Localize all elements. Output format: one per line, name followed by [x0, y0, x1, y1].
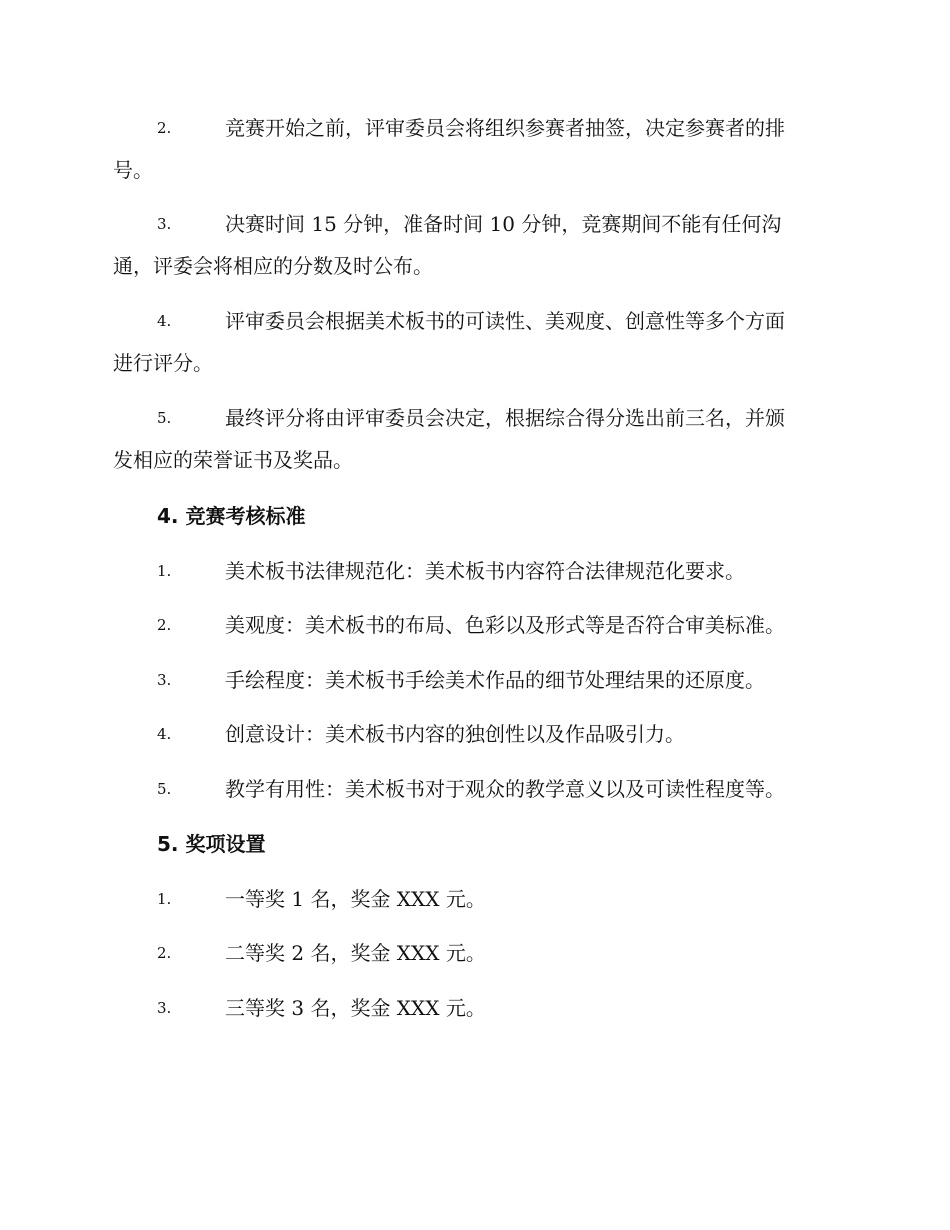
list-number: 3. — [157, 215, 172, 233]
criteria-item-5 — [113, 768, 835, 810]
section-heading-criteria: 4. 竞赛考核标准 — [157, 504, 306, 528]
list-item-text: 评审委员会根据美术板书的可读性、美观度、创意性等多个方面 — [225, 309, 785, 333]
criteria-item-2 — [113, 604, 835, 646]
list-item-text: 美观度：美术板书的布局、色彩以及形式等是否符合审美标准。 — [225, 613, 785, 637]
criteria-item-3 — [113, 659, 835, 701]
list-item-text-continued: 通，评委会将相应的分数及时公布。 — [113, 254, 433, 278]
list-number: 2. — [157, 944, 172, 962]
award-item-3 — [113, 987, 835, 1029]
list-number: 1. — [157, 562, 172, 580]
list-number: 4. — [157, 312, 172, 330]
list-item-text: 一等奖 1 名，奖金 XXX 元。 — [225, 887, 486, 911]
criteria-item-1 — [113, 550, 835, 592]
criteria-item-4 — [113, 713, 835, 755]
rule-item-4 — [113, 300, 835, 384]
list-item-text: 教学有用性：美术板书对于观众的教学意义以及可读性程度等。 — [225, 777, 785, 801]
list-item-text: 三等奖 3 名，奖金 XXX 元。 — [225, 996, 486, 1020]
list-number: 2. — [157, 119, 172, 137]
rule-item-5 — [113, 397, 835, 481]
award-item-1 — [113, 878, 835, 920]
list-item-text: 最终评分将由评审委员会决定，根据综合得分选出前三名，并颁 — [225, 406, 785, 430]
list-number: 5. — [157, 409, 172, 427]
list-number: 5. — [157, 780, 172, 798]
list-number: 1. — [157, 890, 172, 908]
list-number: 3. — [157, 671, 172, 689]
rule-item-2 — [113, 107, 835, 191]
rule-item-3 — [113, 203, 835, 287]
list-item-text-continued: 号。 — [113, 158, 153, 182]
list-number: 3. — [157, 999, 172, 1017]
section-heading-awards: 5. 奖项设置 — [157, 832, 266, 856]
list-item-text-continued: 进行评分。 — [113, 351, 213, 375]
list-item-text: 竞赛开始之前，评审委员会将组织参赛者抽签，决定参赛者的排 — [225, 116, 785, 140]
list-number: 2. — [157, 616, 172, 634]
list-item-text-continued: 发相应的荣誉证书及奖品。 — [113, 448, 353, 472]
list-item-text: 美术板书法律规范化：美术板书内容符合法律规范化要求。 — [225, 559, 745, 583]
award-item-2 — [113, 932, 835, 974]
list-item-text: 手绘程度：美术板书手绘美术作品的细节处理结果的还原度。 — [225, 668, 765, 692]
list-item-text: 创意设计：美术板书内容的独创性以及作品吸引力。 — [225, 722, 685, 746]
list-item-text: 决赛时间 15 分钟，准备时间 10 分钟，竞赛期间不能有任何沟 — [225, 212, 782, 236]
list-item-text: 二等奖 2 名，奖金 XXX 元。 — [225, 941, 486, 965]
list-number: 4. — [157, 725, 172, 743]
